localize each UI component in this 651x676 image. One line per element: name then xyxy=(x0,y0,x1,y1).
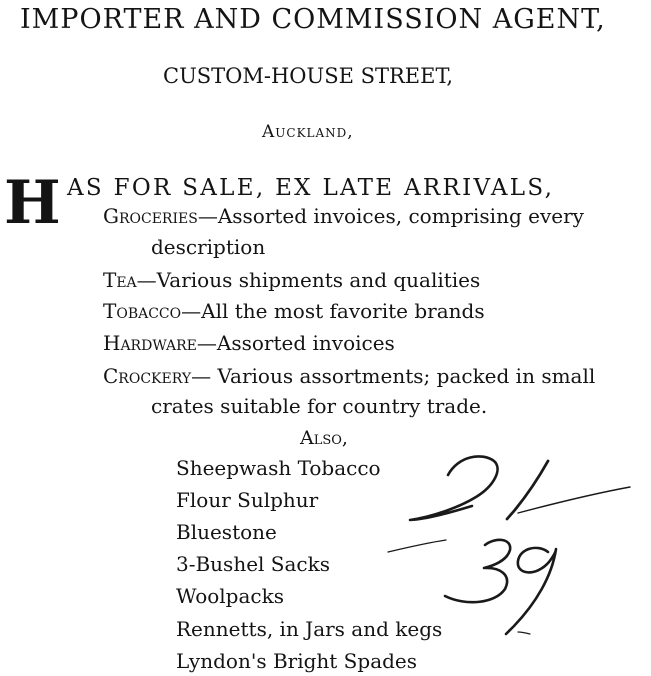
list-item: Lyndon's Bright Spades xyxy=(176,649,418,673)
item-description: —All the most favorite brands xyxy=(181,299,485,323)
item-description: —Assorted invoices xyxy=(196,331,395,355)
item-name: Crockery xyxy=(103,364,192,388)
advertisement-title: IMPORTER AND COMMISSION AGENT, xyxy=(20,4,606,35)
handwritten-upper-figure xyxy=(410,456,498,520)
list-item: Woolpacks xyxy=(176,584,284,608)
list-item: Bluestone xyxy=(176,520,277,544)
handwritten-lower-figure xyxy=(445,540,510,602)
item-description: —Various shipments and qualities xyxy=(136,268,481,292)
item-name: Groceries xyxy=(103,204,198,228)
handwritten-long-dash xyxy=(518,487,630,513)
handwritten-tick xyxy=(518,632,530,634)
item-crockery xyxy=(103,366,595,386)
item-crockery-continuation: crates suitable for country trade. xyxy=(151,394,488,418)
item-name: Tobacco xyxy=(103,299,182,323)
also-heading: Also, xyxy=(300,427,348,449)
item-description: — Various assortments; packed in small xyxy=(191,364,596,388)
drop-cap-letter: H xyxy=(4,168,61,238)
item-tea xyxy=(103,270,480,290)
handwritten-short-dash xyxy=(388,540,446,552)
item-groceries-continuation: description xyxy=(151,235,266,259)
lead-line: AS FOR SALE, EX LATE ARRIVALS, xyxy=(67,175,555,201)
item-description: —Assorted invoices, comprising every xyxy=(197,204,584,228)
item-name: Hardware xyxy=(103,331,197,355)
item-hardware xyxy=(103,333,395,353)
list-item: Sheepwash Tobacco xyxy=(176,456,381,480)
list-item: Flour Sulphur xyxy=(176,488,319,512)
list-item: 3-Bushel Sacks xyxy=(176,552,331,576)
handwritten-upper-figure-stroke xyxy=(507,461,548,519)
handwritten-lower-figure-nine xyxy=(506,548,556,634)
city-name: Auckland, xyxy=(262,122,354,142)
street-address: CUSTOM-HOUSE STREET, xyxy=(163,64,454,88)
item-name: Tea xyxy=(103,268,137,292)
item-groceries xyxy=(103,206,584,226)
list-item: Rennetts, in Jars and kegs xyxy=(176,617,443,641)
item-tobacco xyxy=(103,301,485,321)
